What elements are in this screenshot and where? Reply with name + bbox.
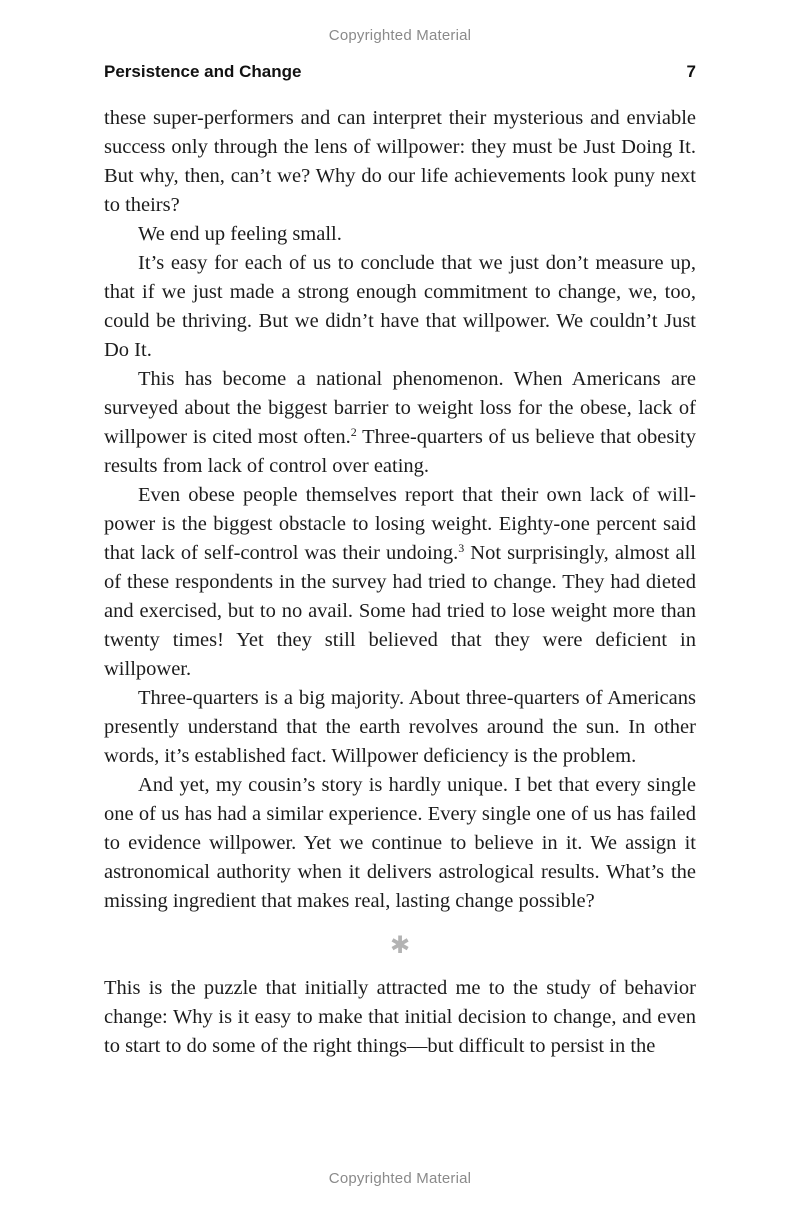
paragraph bbox=[104, 481, 696, 684]
footnote-marker: 3 bbox=[458, 541, 465, 555]
copyright-watermark-top: Copyrighted Material bbox=[328, 27, 472, 44]
page-number: 7 bbox=[686, 62, 696, 81]
paragraph bbox=[104, 365, 696, 481]
copyright-watermark-bottom: Copyrighted Material bbox=[328, 1170, 472, 1187]
body-text bbox=[104, 104, 696, 1061]
paragraph-text: Even obese people themselves report that their own lack of willpower is the biggest obstacle to losing weight. Eighty-one percent said that lack of self-control was their undoing. bbox=[104, 484, 696, 564]
paragraph: And yet, my cousin’s story is hardly unique. I bet that every single one of us has had a similar experience. Every single one of us has failed to evidence willpower. Yet we continue to believe in it. We assign it astronomical authority when it delivers astrological results. What’s the missing ingredient that makes real, lasting change possible? bbox=[104, 774, 696, 912]
paragraph: Three-quarters is a big majority. About three-quarters of Americans presently understand that the earth revolves around the sun. In other words, it’s established fact. Willpower deficiency is the problem. bbox=[104, 687, 696, 767]
paragraph-section-start: This is the puzzle that initially attracted me to the study of behavior change: Why is it easy to make that initial decision to change, and even to start to do some of the right things—but difficult to persist in the bbox=[104, 977, 696, 1057]
chapter-title: Persistence and Change bbox=[104, 62, 302, 81]
paragraph-text: This has become a national phenomenon. When Americans are surveyed about the biggest barrier to weight loss for the obese, lack of willpower is cited most often. bbox=[104, 368, 696, 448]
running-head bbox=[104, 62, 696, 86]
section-break-asterisk-icon: ✱ bbox=[389, 931, 411, 959]
footnote-marker: 2 bbox=[350, 425, 357, 439]
paragraph: It’s easy for each of us to conclude that we just don’t measure up, that if we just made a strong enough commitment to change, we, too, could be thriving. But we didn’t have that willpower. We couldn’t Just Do It. bbox=[104, 252, 696, 361]
paragraph: We end up feeling small. bbox=[138, 223, 342, 245]
paragraph-continuation: these super-performers and can interpret their mysterious and enviable success only through the lens of willpower: they must be Just Doing It. But why, then, can’t we? Why do our life achievements look puny next to theirs? bbox=[104, 107, 696, 216]
paragraph-text: Three-quarters of us believe that obesity results from lack of control over eating. bbox=[104, 426, 697, 477]
paragraph-text: Not surprisingly, almost all of these respondents in the survey had tried to change. They had dieted and exercised, but to no avail. Some had tried to lose weight more than twenty times! Yet they still believed that they were deficient in willpower. bbox=[104, 542, 696, 680]
